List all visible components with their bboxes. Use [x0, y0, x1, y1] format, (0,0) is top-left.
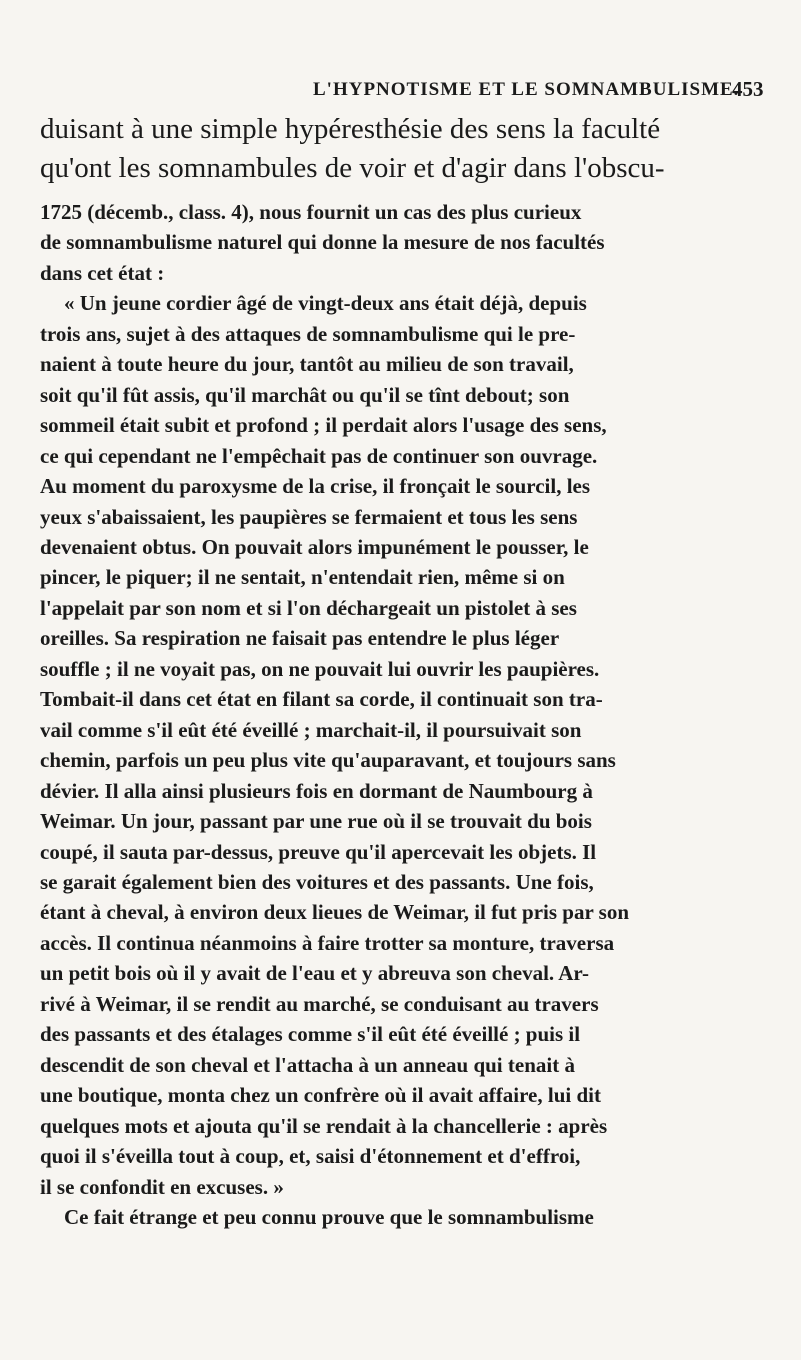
- body-line: Weimar. Un jour, passant par une rue où il se trouvait du bois: [40, 809, 592, 834]
- body-line: naient à toute heure du jour, tantôt au milieu de son travail,: [40, 352, 574, 377]
- body-line: quelques mots et ajouta qu'il se rendait à la chancellerie : après: [40, 1113, 608, 1138]
- body-line: de somnambulisme naturel qui donne la mesure de nos facultés: [40, 230, 605, 255]
- body-line: chemin, parfois un peu plus vite qu'auparavant, et toujours sans: [40, 748, 616, 773]
- body-line: pincer, le piquer; il ne sentait, n'entendait rien, même si on: [40, 565, 565, 590]
- body-line: vail comme s'il eût été éveillé ; marchait-il, il poursuivait son: [40, 717, 582, 742]
- body-line: oreilles. Sa respiration ne faisait pas entendre le plus léger: [40, 626, 560, 651]
- body-line: Tombait-il dans cet état en filant sa corde, il continuait son tra-: [40, 687, 603, 712]
- body-line: accès. Il continua néanmoins à faire trotter sa monture, traversa: [40, 930, 615, 955]
- running-title: L'HYPNOTISME ET LE SOMNAMBULISME.: [313, 79, 740, 100]
- body-line: une boutique, monta chez un confrère où il avait affaire, lui dit: [40, 1083, 601, 1108]
- body-line: quoi il s'éveilla tout à coup, et, saisi d'étonnement et d'effroi,: [40, 1144, 581, 1169]
- intro-line: qu'ont les somnambules de voir et d'agir dans l'obscu-: [40, 152, 665, 184]
- body-line: rivé à Weimar, il se rendit au marché, se conduisant au travers: [40, 991, 599, 1016]
- body-line: 1725 (décemb., class. 4), nous fournit un cas des plus curieux: [40, 200, 582, 224]
- body-line: dans cet état :: [40, 260, 165, 285]
- intro-line: duisant à une simple hypéresthésie des sens la faculté: [40, 113, 661, 145]
- body-line: se garait également bien des voitures et des passants. Une fois,: [40, 869, 594, 894]
- page-number: 453: [732, 77, 764, 101]
- body-line: coupé, il sauta par-dessus, preuve qu'il apercevait les objets. Il: [40, 839, 597, 864]
- body-line: yeux s'abaissaient, les paupières se fermaient et tous les sens: [40, 504, 578, 529]
- body-line: Au moment du paroxysme de la crise, il fronçait le sourcil, les: [40, 474, 591, 499]
- body-line: descendit de son cheval et l'attacha à un anneau qui tenait à: [40, 1052, 575, 1077]
- body-line: sommeil était subit et profond ; il perdait alors l'usage des sens,: [40, 413, 607, 438]
- body-line: dévier. Il alla ainsi plusieurs fois en dormant de Naumbourg à: [40, 778, 593, 803]
- body-line: devenaient obtus. On pouvait alors impunément le pousser, le: [40, 534, 589, 559]
- body-line: trois ans, sujet à des attaques de somnambulisme qui le pre-: [40, 321, 576, 346]
- body-line: Ce fait étrange et peu connu prouve que le somnambulisme: [64, 1204, 594, 1229]
- body-line: un petit bois où il y avait de l'eau et y abreuva son cheval. Ar-: [40, 961, 589, 986]
- body-line: souffle ; il ne voyait pas, on ne pouvait lui ouvrir les paupières.: [40, 656, 600, 681]
- body-line: « Un jeune cordier âgé de vingt-deux ans était déjà, depuis: [64, 291, 587, 316]
- body-line: des passants et des étalages comme s'il eût été éveillé ; puis il: [40, 1022, 581, 1047]
- quoted-passage: [40, 197, 770, 1232]
- continued-paragraph: [40, 110, 770, 188]
- body-line: il se confondit en excuses. »: [40, 1174, 284, 1199]
- body-line: l'appelait par son nom et si l'on déchargeait un pistolet à ses: [40, 595, 577, 620]
- body-line: ce qui cependant ne l'empêchait pas de continuer son ouvrage.: [40, 443, 598, 468]
- body-line: soit qu'il fût assis, qu'il marchât ou qu'il se tînt debout; son: [40, 382, 570, 407]
- body-line: étant à cheval, à environ deux lieues de Weimar, il fut pris par son: [40, 900, 630, 925]
- running-header: [0, 79, 801, 113]
